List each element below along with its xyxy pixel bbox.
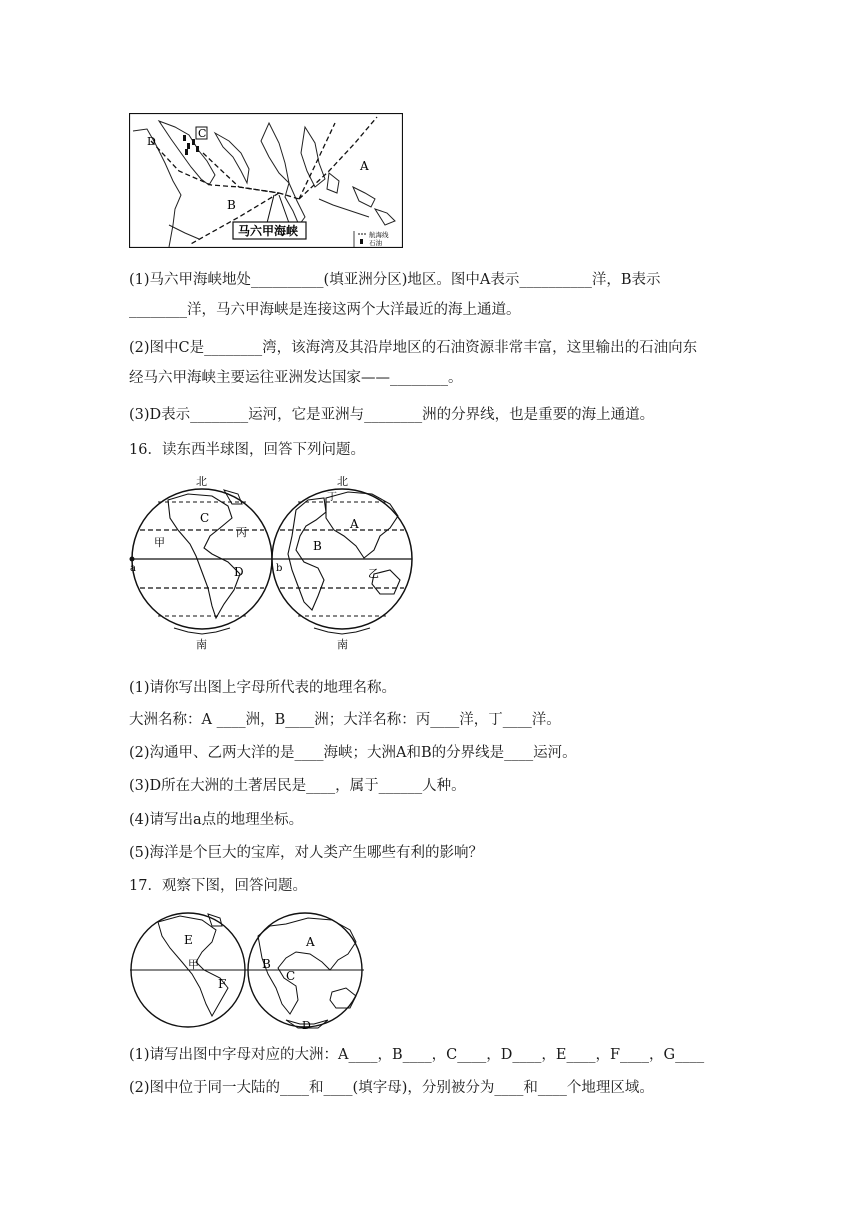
map-label-b: B	[227, 198, 236, 212]
map-label-c: C	[198, 127, 207, 140]
hemispheres-map	[128, 470, 418, 652]
south-label-east: 南	[337, 638, 348, 651]
q16-line-4: (3)D所在大洲的土著居民是____，属于______人种。	[129, 778, 466, 794]
q15-line-5: (3)D表示________运河，它是亚洲与________洲的分界线，也是重要的海上通道。	[129, 407, 655, 423]
label-c-17: C	[286, 969, 296, 983]
q16-line-6: (5)海洋是个巨大的宝库，对人类产生哪些有利的影响？	[129, 845, 484, 861]
label-yi: 乙	[368, 567, 379, 580]
legend-oil: 石油	[369, 239, 382, 247]
label-d-17: D	[302, 1019, 311, 1032]
label-jia: 甲	[154, 536, 165, 549]
south-label-west: 南	[196, 638, 207, 651]
q17-line-1: (1)请写出图中字母对应的大洲：A____，B____，C____，D____，E____，F____，G____	[129, 1047, 705, 1063]
label-e: E	[184, 933, 193, 947]
north-label-east: 北	[337, 475, 348, 488]
legend-route: 航海线	[369, 231, 389, 239]
label-bing: 丙	[236, 526, 247, 539]
q17-line-2: (2)图中位于同一大陆的____和____(填字母)，分别被分为____和____个地理区域。	[129, 1080, 654, 1096]
q17-title: 17．观察下图，回答问题。	[129, 878, 307, 894]
q16-line-3: (2)沟通甲、乙两大洋的是____海峡；大洲A和B的分界线是____运河。	[129, 745, 577, 761]
north-label-west: 北	[196, 475, 207, 488]
q15-line-4: 经马六甲海峡主要运往亚洲发达国家——________。	[129, 370, 463, 386]
q16-line-1: (1)请你写出图上字母所代表的地理名称。	[129, 680, 397, 696]
q16-line-5: (4)请写出a点的地理坐标。	[129, 812, 304, 828]
label-f: F	[218, 977, 227, 991]
q16-title: 16．读东西半球图，回答下列问题。	[129, 442, 365, 458]
label-a-17: A	[306, 935, 315, 949]
label-ding: 丁	[327, 492, 337, 503]
q16-line-2: 大洲名称：A ____洲，B____洲；大洋名称：丙____洋，丁____洋。	[129, 712, 561, 728]
label-jia-17: 甲	[188, 958, 199, 971]
map-label-d: D	[147, 135, 156, 148]
label-d: D	[234, 565, 244, 579]
q15-line-2: ________洋，马六甲海峡是连接这两个大洋最近的海上通道。	[129, 302, 521, 318]
label-b-point: b	[276, 563, 283, 574]
label-b-17: B	[262, 957, 271, 971]
label-a: A	[350, 517, 359, 531]
q15-line-3: (2)图中C是________湾，该海湾及其沿岸地区的石油资源非常丰富，这里输出的石油向东	[129, 340, 698, 356]
malacca-strait-map	[129, 113, 403, 248]
malacca-strait-label: 马六甲海峡	[238, 224, 299, 238]
label-c: C	[200, 511, 210, 525]
map-label-a: A	[360, 159, 369, 173]
q15-line-1: (1)马六甲海峡地处__________(填亚洲分区)地区。图中A表示__________洋，B表示	[129, 272, 661, 288]
label-b: B	[313, 539, 322, 553]
label-a-point: a	[130, 563, 136, 574]
continents-map	[128, 908, 368, 1032]
